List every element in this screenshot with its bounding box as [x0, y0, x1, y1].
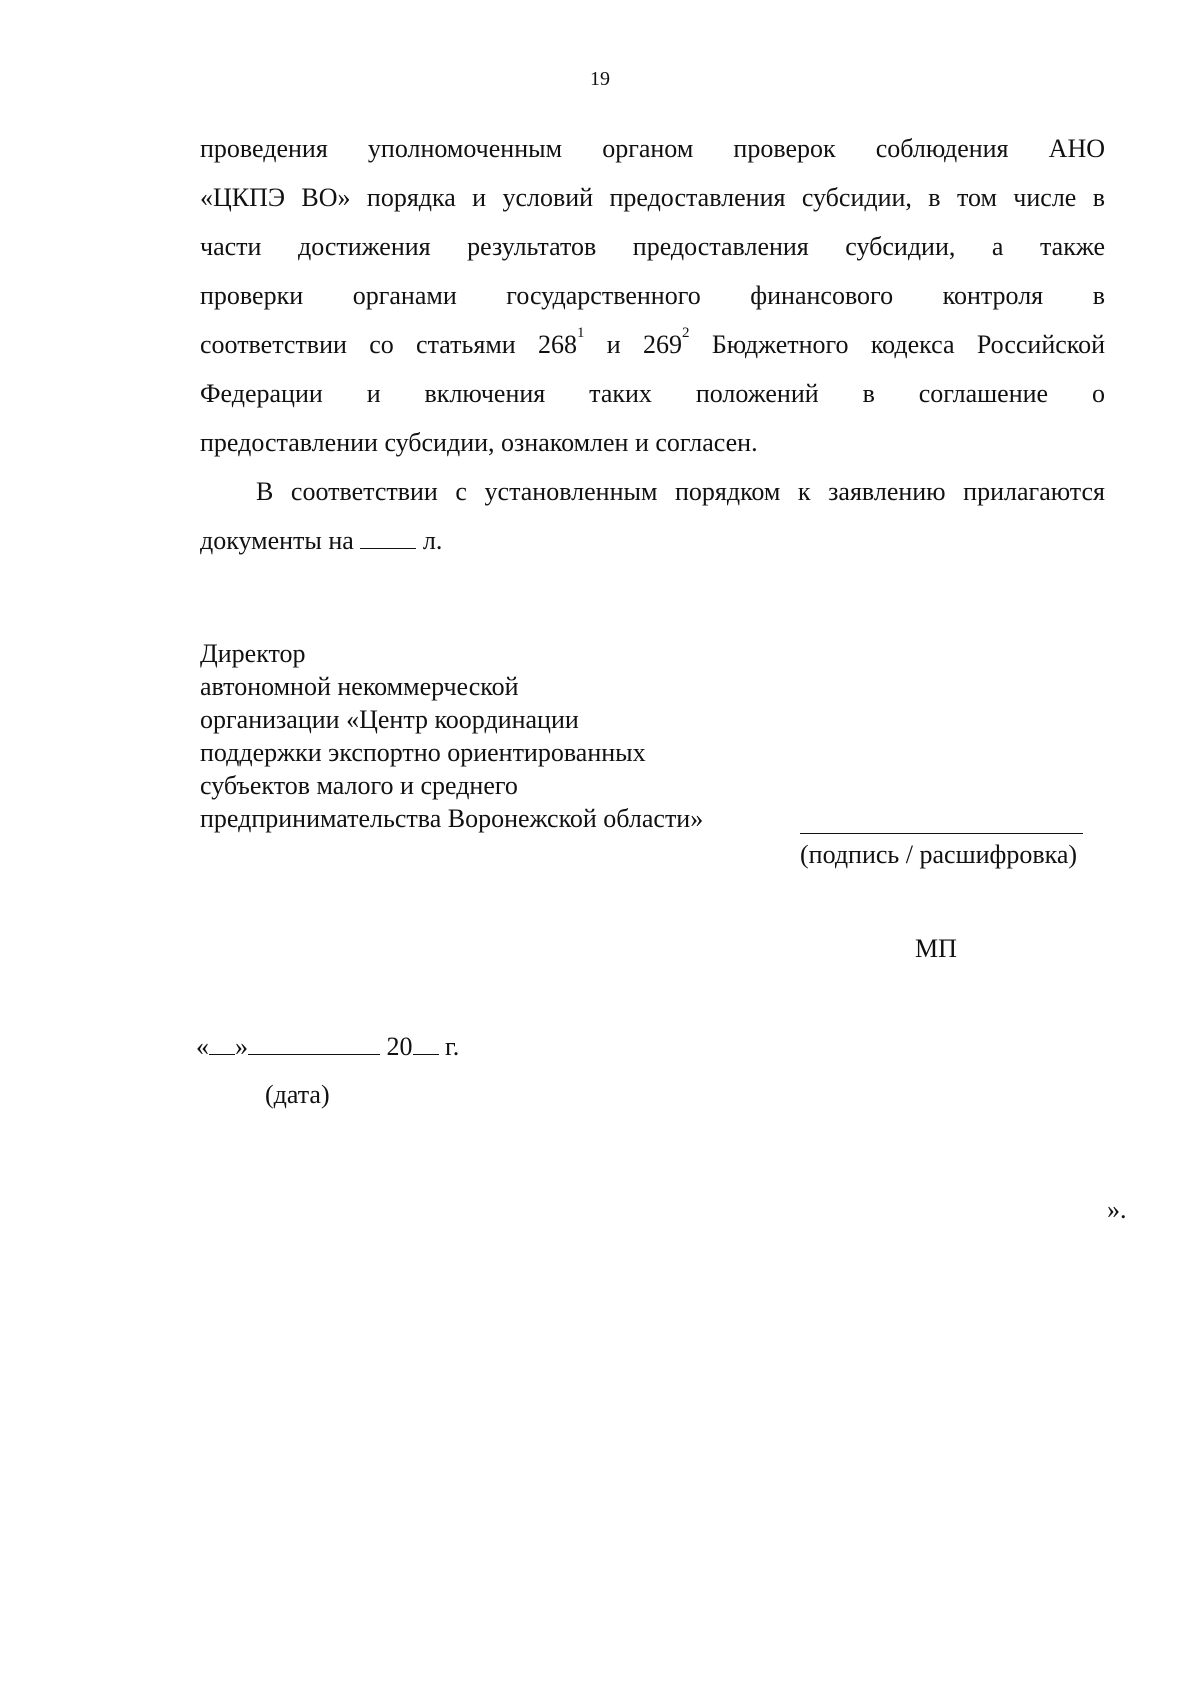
- signatory-block: [200, 637, 703, 835]
- paragraph-1-line-7: предоставлении субсидии, ознакомлен и согласен.: [200, 428, 758, 457]
- paragraph-1-line-1: проведения уполномоченным органом проверок соблюдения АНО: [200, 134, 1105, 163]
- date-month-blank[interactable]: [248, 1053, 380, 1055]
- date-year-suffix: г.: [438, 1032, 460, 1061]
- date-caption: (дата): [265, 1080, 330, 1109]
- paragraph-1-line-5: [200, 320, 1105, 369]
- documents-sheets-text: л.: [416, 526, 443, 555]
- signatory-line-4: поддержки экспортно ориентированных: [200, 738, 646, 767]
- closing-quote: ».: [1107, 1195, 1127, 1224]
- signature-caption: (подпись / расшифровка): [800, 840, 1078, 869]
- paragraph-1-line-4: проверки органами государственного финансового контроля в: [200, 281, 1105, 310]
- date-day-blank[interactable]: [209, 1053, 235, 1055]
- paragraph-2-line-1: В соответствии с установленным порядком к заявлению прилагаются: [256, 477, 1105, 506]
- signatory-line-6: предпринимательства Воронежской области»: [200, 804, 704, 833]
- signature-blank[interactable]: [800, 833, 1083, 834]
- paragraph-1-line-6: Федерации и включения таких положений в соглашение о: [200, 379, 1105, 408]
- paragraph-1-line-2: «ЦКПЭ ВО» порядка и условий предоставления субсидии, в том числе в: [200, 183, 1105, 212]
- statute-text-before: соответствии со статьями 268: [200, 330, 577, 359]
- statute-text-middle: и 269: [584, 330, 683, 359]
- signatory-line-2: автономной некоммерческой: [200, 672, 519, 701]
- signatory-line-3: организации «Центр координации: [200, 705, 579, 734]
- signatory-line-5: субъектов малого и среднего: [200, 771, 518, 800]
- date-line: [196, 1030, 459, 1063]
- statute-superscript-1: 1: [577, 325, 585, 341]
- page-number: 19: [590, 68, 610, 90]
- documents-count-blank[interactable]: [360, 547, 416, 549]
- date-close-quote: »: [235, 1032, 248, 1061]
- statute-text-after: Бюджетного кодекса Российской: [689, 330, 1106, 359]
- paragraph-1-line-3: части достижения результатов предоставления субсидии, а также: [200, 232, 1105, 261]
- seal-label: МП: [915, 934, 957, 963]
- date-year-blank[interactable]: [413, 1053, 439, 1055]
- body-text: [200, 124, 1105, 565]
- statute-superscript-2: 2: [682, 325, 690, 341]
- documents-count-text: документы на: [200, 526, 361, 555]
- paragraph-2-line-2: [200, 516, 1105, 565]
- signatory-line-1: Директор: [200, 639, 306, 668]
- date-open-quote: «: [196, 1032, 209, 1061]
- date-year-prefix: 20: [380, 1032, 413, 1061]
